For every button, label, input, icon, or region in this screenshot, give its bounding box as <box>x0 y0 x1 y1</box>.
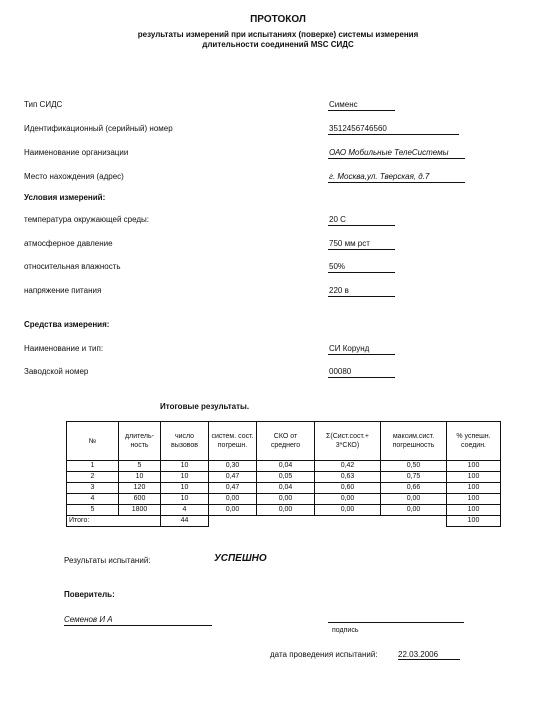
condition-label-humidity: относительная влажность <box>24 262 121 271</box>
field-value-type: Сименс <box>328 100 395 111</box>
table-cell: 100 <box>447 494 501 505</box>
column-header-duration: длитель-ность <box>119 422 161 461</box>
table-cell: 10 <box>161 483 209 494</box>
outcome-value: УСПЕШНО <box>214 553 267 564</box>
field-label-serial: Идентификационный (серийный) номер <box>24 124 173 133</box>
field-value-address: г. Москва,ул. Тверская, д.7 <box>328 172 465 183</box>
results-header-row <box>67 422 501 461</box>
document-title: ПРОТОКОЛ <box>250 14 306 25</box>
results-heading: Итоговые результаты. <box>160 402 250 411</box>
column-header-calls: число вызовов <box>161 422 209 461</box>
table-cell: 600 <box>119 494 161 505</box>
column-header-number: № <box>67 422 119 461</box>
verifier-name: Семенов И А <box>64 615 113 624</box>
total-percent: 100 <box>447 516 501 527</box>
table-cell: 0,00 <box>315 494 381 505</box>
column-header-std-deviation: СКО от среднего <box>257 422 315 461</box>
column-header-max-error: максим.сист. погрешность <box>381 422 447 461</box>
total-calls: 44 <box>161 516 209 527</box>
verifier-name-underline <box>64 625 212 626</box>
table-total-row <box>67 516 501 527</box>
table-cell: 0,75 <box>381 472 447 483</box>
empty-cell <box>209 516 257 527</box>
table-cell: 10 <box>161 494 209 505</box>
table-row <box>67 505 501 516</box>
conditions-heading: Условия измерений: <box>24 193 106 202</box>
field-label-organization: Наименование организации <box>24 148 129 157</box>
table-cell: 100 <box>447 483 501 494</box>
document-subtitle-line1: результаты измерений при испытаниях (поверке) системы измерения <box>137 30 419 39</box>
condition-label-pressure: атмосферное давление <box>24 239 113 248</box>
table-row <box>67 483 501 494</box>
table-cell: 10 <box>161 472 209 483</box>
column-header-systematic-error: систем. сост. погрешн. <box>209 422 257 461</box>
empty-cell <box>315 516 381 527</box>
condition-label-temperature: температура окружающей среды: <box>24 215 150 224</box>
field-value-serial: 3512456746560 <box>328 124 459 135</box>
condition-value-humidity: 50% <box>328 262 395 273</box>
table-cell: 0,42 <box>315 461 381 472</box>
table-cell: 100 <box>447 472 501 483</box>
date-value: 22.03.2006 <box>398 650 460 660</box>
table-cell: 1 <box>67 461 119 472</box>
condition-value-pressure: 750 мм рст <box>328 239 395 250</box>
table-cell: 120 <box>119 483 161 494</box>
table-cell: 0,00 <box>381 505 447 516</box>
table-cell: 0,00 <box>381 494 447 505</box>
outcome-label: Результаты испытаний: <box>64 556 151 565</box>
field-label-address: Место нахождения (адрес) <box>24 172 124 181</box>
condition-value-temperature: 20 С <box>328 215 395 226</box>
table-cell: 0,00 <box>257 505 315 516</box>
table-cell: 2 <box>67 472 119 483</box>
table-cell: 0,00 <box>257 494 315 505</box>
table-cell: 10 <box>161 461 209 472</box>
document-subtitle-line2: длительности соединений MSC СИДС <box>202 40 354 49</box>
table-cell: 4 <box>67 494 119 505</box>
table-cell: 0,47 <box>209 483 257 494</box>
table-cell: 0,00 <box>315 505 381 516</box>
results-table <box>66 421 501 527</box>
table-cell: 0,00 <box>209 505 257 516</box>
instrument-value-serial: 00080 <box>328 367 395 378</box>
table-cell: 1800 <box>119 505 161 516</box>
table-cell: 0,04 <box>257 461 315 472</box>
table-cell: 10 <box>119 472 161 483</box>
table-cell: 0,60 <box>315 483 381 494</box>
instrument-label-serial: Заводской номер <box>24 367 89 376</box>
table-cell: 100 <box>447 505 501 516</box>
table-cell: 4 <box>161 505 209 516</box>
table-cell: 5 <box>67 505 119 516</box>
condition-label-voltage: напряжение питания <box>24 286 102 295</box>
instruments-heading: Средства измерения: <box>24 320 110 329</box>
table-cell: 0,30 <box>209 461 257 472</box>
table-cell: 0,50 <box>381 461 447 472</box>
table-row <box>67 472 501 483</box>
instrument-label-name: Наименование и тип: <box>24 344 104 353</box>
table-cell: 0,04 <box>257 483 315 494</box>
field-label-type: Тип СИДС <box>24 100 63 109</box>
signature-line <box>328 622 464 623</box>
date-label: дата проведения испытаний: <box>270 650 378 659</box>
empty-cell <box>381 516 447 527</box>
condition-value-voltage: 220 в <box>328 286 395 297</box>
field-value-organization: ОАО Мобильные ТелеСистемы <box>328 148 465 159</box>
table-row <box>67 461 501 472</box>
table-cell: 0,66 <box>381 483 447 494</box>
total-label: Итого: <box>67 516 161 527</box>
verifier-heading: Поверитель: <box>64 590 115 599</box>
table-cell: 0,00 <box>209 494 257 505</box>
table-cell: 100 <box>447 461 501 472</box>
instrument-value-name: СИ Корунд <box>328 344 395 355</box>
table-cell: 3 <box>67 483 119 494</box>
column-header-success-percent: % успешн. соедин. <box>447 422 501 461</box>
table-row <box>67 494 501 505</box>
table-cell: 0,05 <box>257 472 315 483</box>
empty-cell <box>257 516 315 527</box>
signature-label: подпись <box>332 627 359 634</box>
table-cell: 5 <box>119 461 161 472</box>
table-cell: 0,63 <box>315 472 381 483</box>
table-cell: 0,47 <box>209 472 257 483</box>
column-header-sum: Σ(Сист.сост.+ 3*СКО) <box>315 422 381 461</box>
